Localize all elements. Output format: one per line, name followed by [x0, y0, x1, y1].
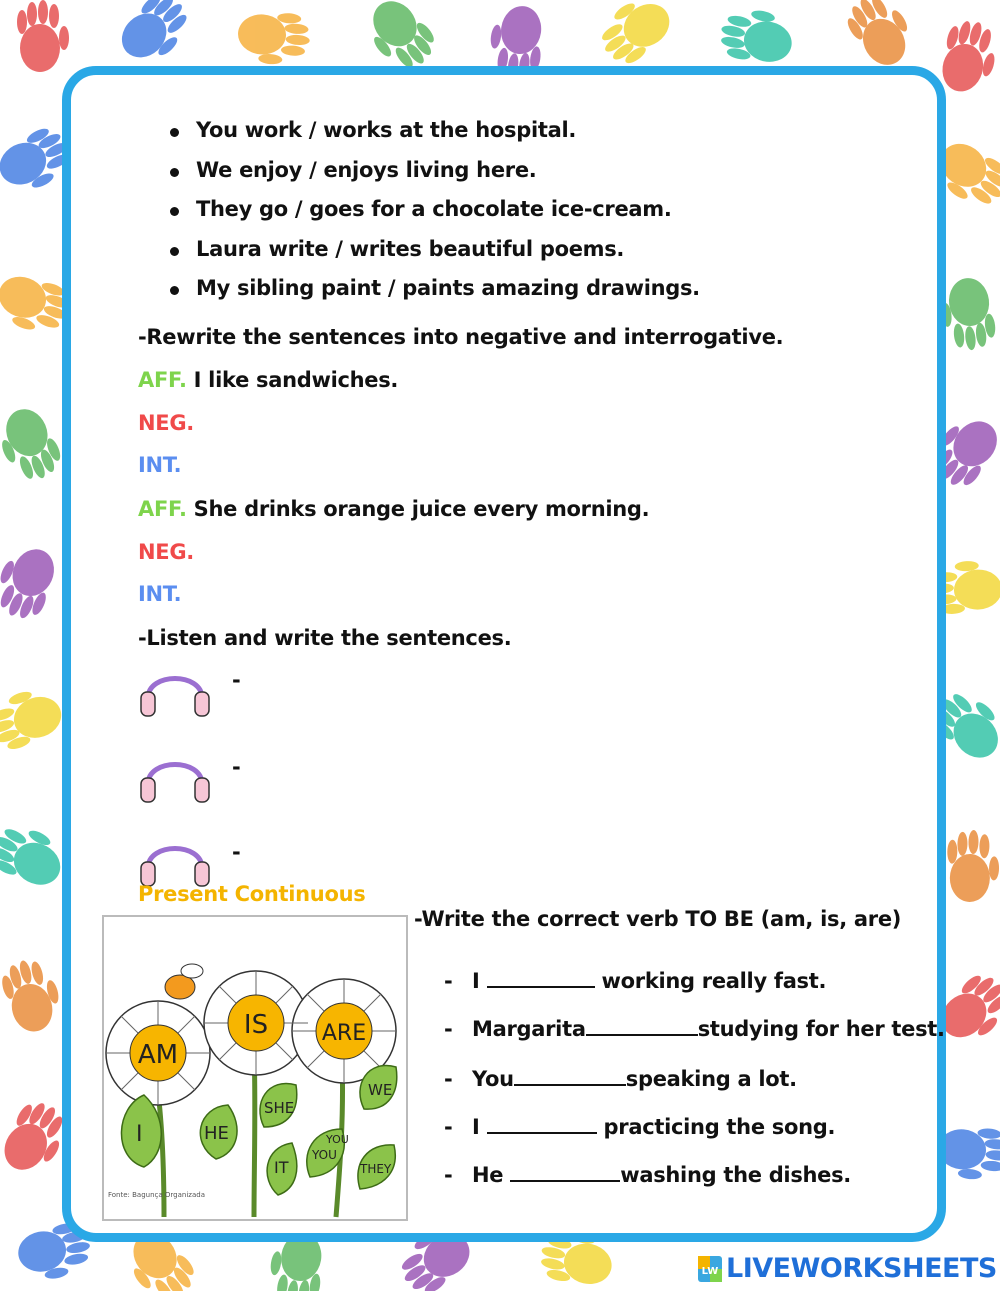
headphones-icon[interactable]: [136, 662, 214, 720]
handprint: [934, 15, 1000, 99]
fill-row: - He washing the dishes.: [444, 1163, 851, 1187]
verb-choice-item[interactable]: Laura write / writes beautiful poems.: [170, 237, 700, 277]
handprint: [111, 0, 199, 73]
liveworksheets-logo[interactable]: LIVEWORKSHEETS: [726, 1253, 997, 1284]
listen-instruction: -Listen and write the sentences.: [138, 626, 512, 650]
listen-answer-3[interactable]: -: [232, 840, 241, 864]
leaf-they: THEY: [360, 1162, 392, 1176]
handprint: [17, 0, 69, 72]
verb-choice-item[interactable]: You work / works at the hospital.: [170, 118, 700, 158]
handprint: [937, 275, 997, 353]
answer-blank[interactable]: [586, 1016, 698, 1036]
leaf-you-1: YOU: [312, 1148, 337, 1162]
aff-label: AFF.: [138, 368, 187, 392]
listen-answer-1[interactable]: -: [232, 668, 241, 692]
aff-label: AFF.: [138, 497, 187, 521]
headphones-icon[interactable]: [136, 748, 214, 806]
listen-answer-2[interactable]: -: [232, 755, 241, 779]
aff-sentence-1: I like sandwiches.: [193, 368, 399, 392]
answer-blank[interactable]: [487, 968, 595, 988]
fill-row: - I working really fast.: [444, 969, 827, 993]
to-be-instruction: -Write the correct verb TO BE (am, is, are): [414, 907, 902, 931]
aff-line-2: [138, 497, 649, 521]
leaf-he: HE: [204, 1123, 229, 1144]
leaf-we: WE: [368, 1081, 393, 1099]
leaf-you-2: YOU: [326, 1133, 349, 1146]
handprint: [0, 539, 64, 626]
svg-text:LW: LW: [701, 1266, 719, 1277]
answer-blank[interactable]: [514, 1066, 626, 1086]
liveworksheets-logo-icon: [698, 1256, 722, 1282]
handprint: [236, 10, 311, 67]
verb-choice-list: [170, 118, 700, 316]
handprint: [840, 0, 922, 74]
handprint: [591, 0, 680, 72]
handprint: [0, 402, 67, 489]
neg-label-2[interactable]: NEG.: [138, 540, 194, 564]
flower-are: ARE: [321, 1021, 367, 1046]
to-be-flowers-illustration: [102, 915, 408, 1221]
int-label-1[interactable]: INT.: [138, 453, 182, 477]
handprint: [0, 954, 66, 1037]
aff-sentence-2: She drinks orange juice every morning.: [193, 497, 650, 521]
int-label-2[interactable]: INT.: [138, 582, 182, 606]
flower-am: AM: [137, 1040, 179, 1070]
leaf-she: SHE: [264, 1099, 295, 1117]
aff-line-1: [138, 368, 398, 392]
neg-label-1[interactable]: NEG.: [138, 411, 194, 435]
image-credit: Fonte: Bagunça Organizada: [108, 1191, 205, 1199]
fill-row: - I practicing the song.: [444, 1115, 836, 1139]
handprint: [0, 682, 68, 755]
verb-choice-item[interactable]: We enjoy / enjoys living here.: [170, 158, 700, 198]
leaf-i: I: [136, 1122, 143, 1147]
handprint: [716, 3, 797, 69]
fill-row: - You speaking a lot.: [444, 1067, 797, 1091]
leaf-it: IT: [274, 1158, 289, 1177]
answer-blank[interactable]: [510, 1162, 620, 1182]
answer-blank[interactable]: [487, 1114, 597, 1134]
verb-choice-item[interactable]: They go / goes for a chocolate ice-cream.: [170, 197, 700, 237]
verb-choice-item[interactable]: My sibling paint / paints amazing drawings.: [170, 276, 700, 316]
rewrite-instruction: -Rewrite the sentences into negative and interrogative.: [138, 325, 784, 349]
fill-row: - Margarita studying for her test.: [444, 1017, 945, 1041]
flower-is: IS: [243, 1010, 269, 1040]
section-title: Present Continuous: [138, 882, 366, 906]
handprint: [946, 830, 999, 903]
